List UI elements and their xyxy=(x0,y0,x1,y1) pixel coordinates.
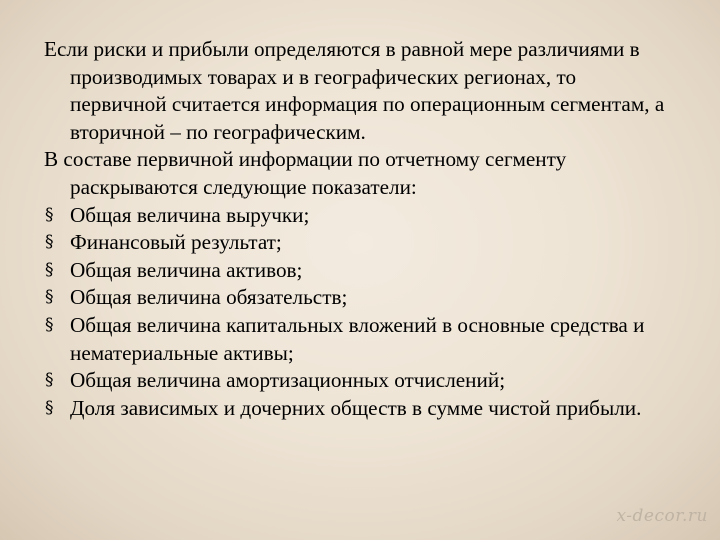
section-sign-icon: § xyxy=(45,370,54,391)
list-item-text: Общая величина активов; xyxy=(70,257,303,282)
list-item xyxy=(44,202,674,230)
list-item-text: Общая величина обязательств; xyxy=(70,285,348,310)
list-item-text: Финансовый результат; xyxy=(70,230,282,255)
section-sign-icon: § xyxy=(45,397,54,418)
section-sign-icon: § xyxy=(45,314,54,335)
section-sign-icon: § xyxy=(45,259,54,280)
list-item-text: Общая величина выручки; xyxy=(70,202,310,227)
section-sign-icon: § xyxy=(45,232,54,253)
list-item xyxy=(44,257,674,285)
section-sign-icon: § xyxy=(45,287,54,308)
list-item-text: Общая величина капитальных вложений в основные средства и нематериальные активы; xyxy=(70,312,645,365)
indicator-list xyxy=(44,202,674,423)
list-item xyxy=(44,284,674,312)
section-sign-icon: § xyxy=(45,204,54,225)
list-item xyxy=(44,395,674,423)
paragraph-primary-info: В составе первичной информации по отчетному сегменту раскрываются следующие показатели: xyxy=(44,147,567,199)
list-item xyxy=(44,312,674,367)
paragraph-risks: Если риски и прибыли определяются в равной мере различиями в производимых товарах и в географических регионах, то первичной считается информация по операционным сегментам, а вторичной – по географическим. xyxy=(44,37,665,144)
slide-body xyxy=(44,36,674,422)
list-item-text: Общая величина амортизационных отчислений; xyxy=(70,368,506,393)
list-item xyxy=(44,229,674,257)
list-item-text: Доля зависимых и дочерних обществ в сумме чистой прибыли. xyxy=(70,395,642,420)
list-item xyxy=(44,367,674,395)
watermark: x-decor.ru xyxy=(616,506,708,526)
